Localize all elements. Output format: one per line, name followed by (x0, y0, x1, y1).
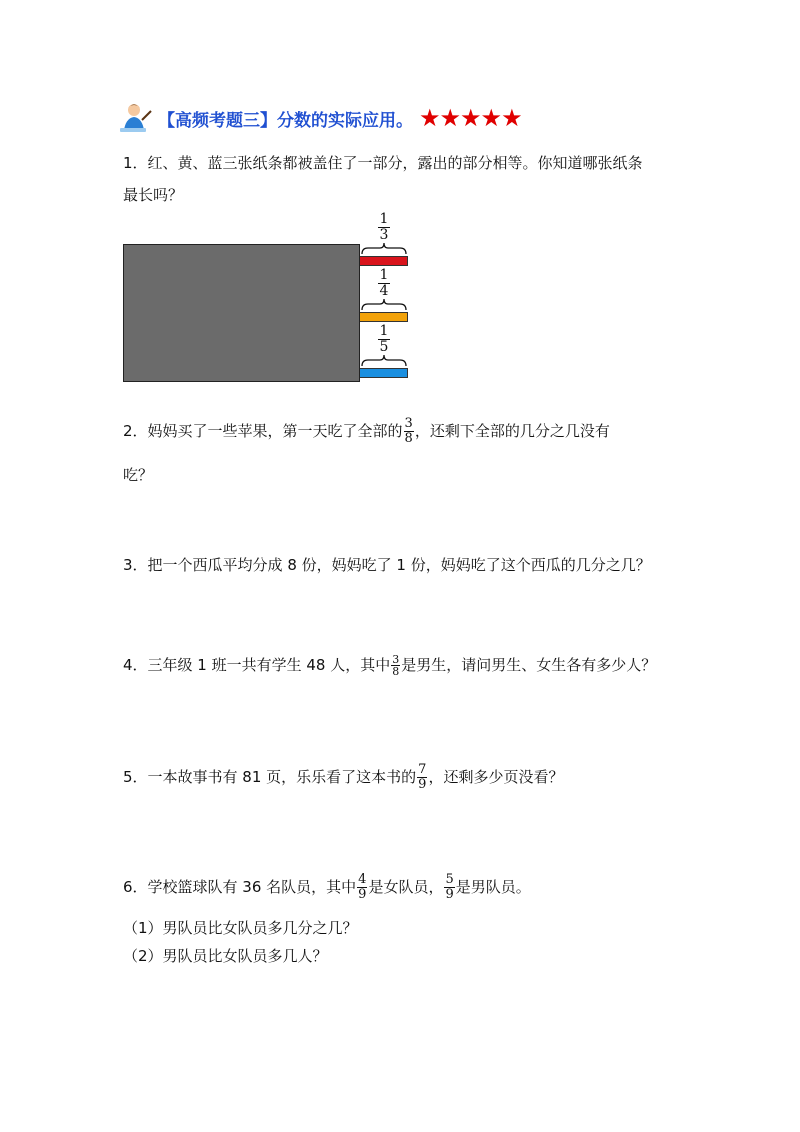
q6-fraction-boys: $\frac{5}{9}$ (445, 872, 454, 902)
label-one-fifth: 1 5 (379, 323, 389, 355)
q6-sub-question-1: （1）男队员比女队员多几分之几？ (123, 919, 358, 937)
q5-fraction: $\frac{7}{9}$ (418, 762, 427, 792)
section-header (118, 98, 522, 138)
label-one-quarter: 1 4 (379, 267, 389, 299)
q1-text-line1: 1．红、黄、蓝三张纸条都被盖住了一部分，露出的部分相等。你知道哪张纸条 (123, 154, 643, 172)
q3-text: 3．把一个西瓜平均分成 8 份，妈妈吃了 1 份，妈妈吃了这个西瓜的几分之几？ (123, 556, 651, 574)
q4-text: 4．三年级 1 班一共有学生 48 人，其中 $\frac{3}{8}$ 是男生，请问男生、女生各有多少人？ (123, 653, 657, 678)
label-one-third: 1 3 (379, 211, 389, 243)
q1-text-line2: 最长吗？ (123, 186, 184, 204)
q1-diagram (123, 208, 423, 388)
cover-rectangle (123, 244, 360, 382)
q6-fraction-girls: $\frac{4}{9}$ (358, 872, 367, 902)
section-title: 【高频考题三】分数的实际应用。 (158, 110, 413, 131)
q6-sub-question-2: （2）男队员比女队员多几人？ (123, 947, 328, 965)
q2-text-line2: 吃？ (123, 466, 154, 484)
q6-text: 6．学校篮球队有 36 名队员，其中 $\frac{4}{9}$ 是女队员， $\frac{5}{9}$ 是男队员。 (123, 872, 531, 902)
q4-fraction: $\frac{3}{8}$ (392, 653, 400, 678)
q2-fraction: $\frac{3}{8}$ (404, 416, 413, 446)
q2-text-line1: 2．妈妈买了一些苹果，第一天吃了全部的 $\frac{3}{8}$ ，还剩下全部的几分之几没有 (123, 416, 610, 446)
teacher-icon (118, 100, 154, 136)
q5-text: 5．一本故事书有 81 页，乐乐看了这本书的 $\frac{7}{9}$ ，还剩多少页没看？ (123, 762, 564, 792)
difficulty-stars: ★★★★★ (419, 104, 522, 132)
